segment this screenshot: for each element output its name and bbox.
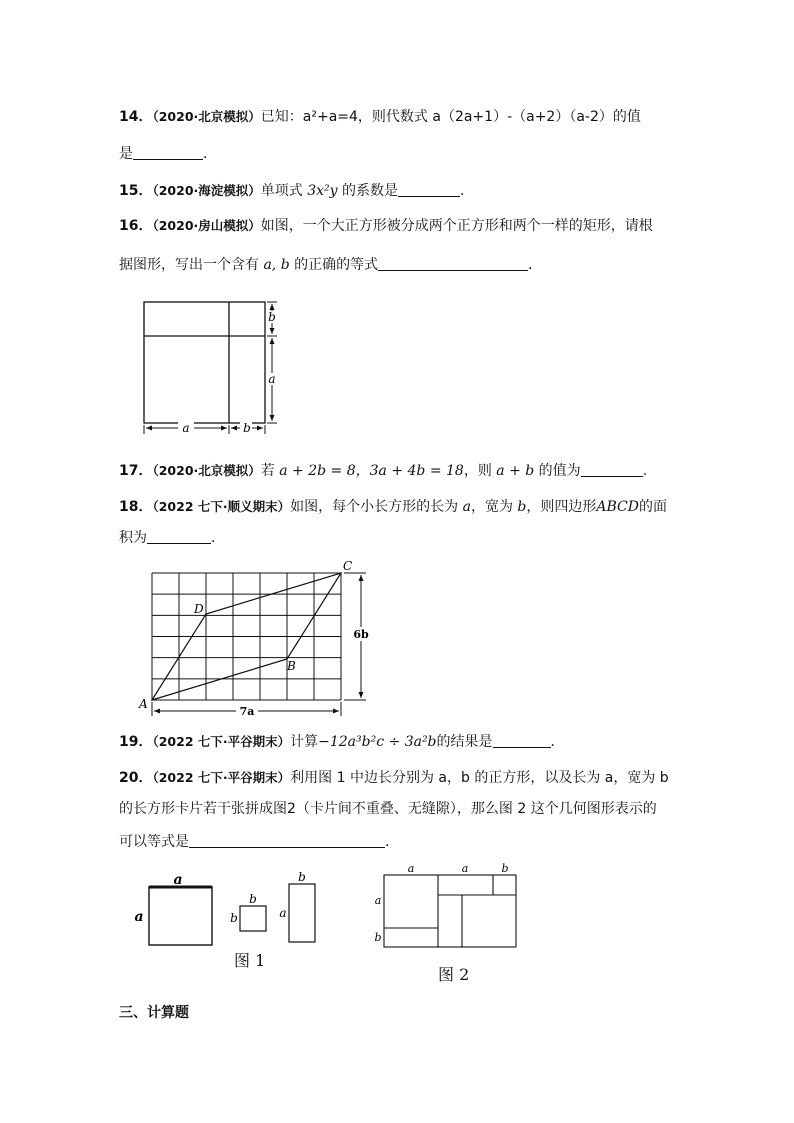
question-number: 18．: [119, 499, 153, 515]
question-text: 单项式: [260, 183, 308, 199]
punctuation: ．: [203, 146, 217, 162]
question-14: [119, 107, 641, 127]
question-number: 16．: [119, 218, 153, 234]
point-D-label: D: [194, 602, 204, 616]
question-text: 如图，一个大正方形被分成两个正方形和两个一样的矩形，请根: [260, 218, 653, 234]
math-expression: a + 2b = 8，3a + 4b = 18: [279, 463, 464, 479]
outer-rect: [384, 875, 516, 947]
question-text: ，则: [463, 463, 497, 479]
math-var: b: [517, 499, 527, 515]
question-17: [119, 461, 647, 481]
label-a-top-2: a: [461, 862, 469, 875]
label-b-top: b: [501, 862, 509, 875]
label-a-left: a: [279, 906, 287, 920]
question-number: 19．: [119, 734, 153, 750]
question-18: [119, 497, 667, 517]
math-var: a: [462, 499, 471, 515]
answer-blank[interactable]: [378, 256, 528, 271]
question-19: [119, 732, 565, 752]
question-number: 15．: [119, 183, 153, 199]
q20-figure-1: [132, 872, 332, 952]
question-18-cont: [119, 528, 225, 548]
question-source: （2020·北京模拟）: [152, 463, 261, 478]
question-number: 17．: [119, 463, 153, 479]
question-16: [119, 216, 653, 236]
answer-blank[interactable]: [493, 733, 551, 748]
question-number: 14．: [119, 109, 153, 125]
big-square-a: [149, 887, 212, 945]
math-expression: −12a³b²c ÷ 3a²b: [318, 734, 437, 750]
question-20-cont2: [119, 832, 399, 852]
punctuation: .: [460, 183, 465, 199]
label-b-left: b: [230, 911, 238, 925]
question-number: 20．: [119, 770, 153, 786]
punctuation: .: [642, 463, 648, 479]
figure-1-caption: 图 1: [234, 951, 266, 970]
question-text: 积为: [119, 530, 147, 546]
answer-blank[interactable]: [189, 833, 385, 848]
small-square-b: [240, 906, 266, 931]
label-a-top-1: a: [407, 862, 415, 875]
answer-blank[interactable]: [398, 182, 460, 197]
question-text: 的值为: [534, 463, 581, 479]
section-title: 三、计算题: [119, 1005, 189, 1021]
rectangle-ab: [289, 884, 315, 942]
math-expression: 3x²y: [307, 183, 338, 199]
punctuation: ．: [528, 257, 543, 273]
label-b-left: b: [374, 931, 382, 944]
label-b-right: b: [268, 310, 276, 324]
width-label: 7a: [239, 705, 255, 718]
math-expression: a + b: [496, 463, 535, 479]
question-source: （2022 七下·顺义期末）: [152, 499, 291, 514]
question-text: 的长方形卡片若干张拼成图2（卡片间不重叠、无缝隙），那么图 2 这个几何图形表示的: [119, 801, 657, 817]
question-20: [119, 768, 669, 788]
grid-lines: [152, 573, 341, 700]
q18-grid-figure: [136, 558, 376, 718]
label-b-top: b: [298, 870, 306, 884]
question-16-cont: [119, 255, 542, 275]
question-text: ，则四边形: [526, 499, 597, 515]
question-20-cont: [119, 799, 657, 819]
punctuation: ．: [211, 530, 225, 546]
question-source: （2022 七下·平谷期末）: [152, 770, 291, 785]
question-source: （2020·房山模拟）: [152, 218, 261, 233]
question-15: [119, 181, 464, 201]
label-a-bottom: a: [182, 421, 190, 435]
question-text: 的系数是: [337, 183, 399, 199]
math-var: ABCD: [596, 499, 639, 515]
point-C-label: C: [343, 559, 353, 573]
label-a-left: a: [374, 894, 382, 907]
punctuation: ．: [550, 734, 565, 750]
question-text: 如图，每个小长方形的长为: [290, 499, 463, 515]
question-text: 的结果是: [436, 734, 493, 750]
q16-square-figure: [140, 298, 290, 440]
question-text: ，宽为: [470, 499, 518, 515]
figure-2-caption: 图 2: [438, 965, 470, 984]
question-14-cont: [119, 144, 217, 164]
question-text: 可以等式是: [119, 834, 189, 850]
question-text: 利用图 1 中边长分别为 a，b 的正方形，以及长为 a，宽为 b: [290, 770, 669, 786]
answer-blank[interactable]: [581, 462, 643, 477]
answer-blank[interactable]: [133, 145, 203, 160]
outer-square: [144, 302, 265, 423]
question-text: 的面: [638, 499, 667, 515]
question-text: 的正确的等式: [289, 257, 379, 273]
height-label: 6b: [353, 628, 369, 641]
answer-blank[interactable]: [147, 529, 211, 544]
question-text: 是: [119, 146, 133, 162]
label-a-right: a: [268, 372, 276, 386]
composite-rectangle: [384, 875, 516, 947]
q20-figure-2: [368, 860, 528, 955]
label-a-top: a: [173, 872, 183, 888]
point-A-label: A: [139, 697, 148, 711]
math-expression: a, b: [263, 257, 290, 273]
question-source: （2022 七下·平谷期末）: [152, 734, 291, 749]
label-b-top: b: [249, 892, 257, 906]
question-source: （2020·海淀模拟）: [152, 183, 261, 198]
question-text: 计算: [290, 734, 319, 750]
punctuation: ．: [385, 834, 399, 850]
question-source: （2020·北京模拟）: [152, 109, 261, 124]
label-b-bottom: b: [243, 421, 251, 435]
label-a-left: a: [134, 909, 144, 925]
point-B-label: B: [287, 659, 296, 673]
question-text: 据图形，写出一个含有: [119, 257, 264, 273]
question-text: 若: [260, 463, 280, 479]
question-text: 已知：a²+a=4，则代数式 a（2a+1）-（a+2）（a-2）的值: [260, 109, 641, 125]
